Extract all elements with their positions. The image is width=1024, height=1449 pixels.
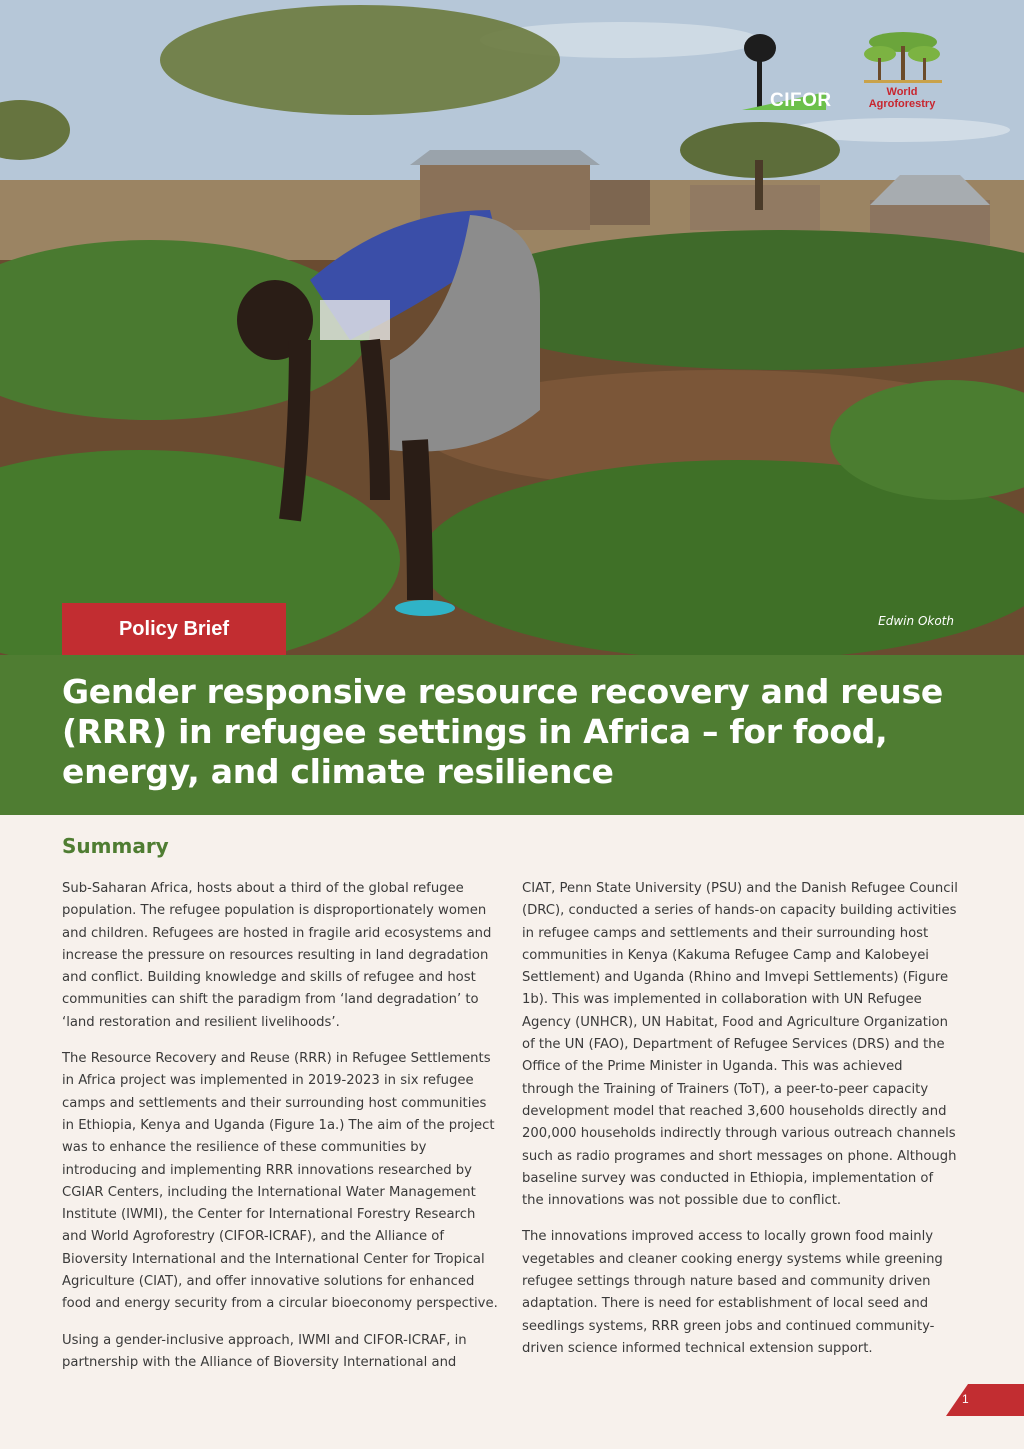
page-number: 1 <box>962 1392 969 1406</box>
summary-paragraph: CIAT, Penn State University (PSU) and the Danish Refugee Council (DRC), conducted a series of hands-on capacity building activities in refugee camps and settlements and their surrounding host communities in Kenya (Kakuma Refugee Camp and Kalobeyei Settlement) and Uganda (Rhino and Imvepi Settlements) (Figure 1b). This was implemented in collaboration with UN Refugee Agency (UNHCR), UN Habitat, Food and Agriculture Organization of the UN (FAO), Department of Refugee Services (DRS) and the Office of the Prime Minister in Uganda. This was achieved through the Training of Trainers (ToT), a peer-to-peer capacity development model that reached 3,600 households directly and 200,000 households indirectly through various outreach channels such as radio programes and short messages on phone. Although baseline survey was conducted in Ethiopia, implementation of the innovations was not possible due to conflict. <box>522 881 958 1209</box>
photo-credit: Edwin Okoth <box>878 614 954 628</box>
summary-right-column <box>522 878 958 1374</box>
summary-paragraph: The Resource Recovery and Reuse (RRR) in Refugee Settlements in Africa project was implemented in 2019-2023 in six refugee camps and settlements and their surrounding host communities in Ethiopia, Kenya and Uganda (Figure 1a.) The aim of the project was to enhance the resilience of these communities by introducing and implementing RRR innovations researched by CGIAR Centers, including the International Water Management Institute (IWMI), the Center for International Forestry Research and World Agroforestry (CIFOR-ICRAF), and the Alliance of Bioversity International and the International Center for Tropical Agriculture (CIAT), and offer innovative solutions for enhanced food and energy security from a circular bioeconomy perspective. <box>62 1051 498 1312</box>
summary-paragraph: The innovations improved access to locally grown food mainly vegetables and cleaner cooking energy systems while greening refugee settings through nature based and community driven adaptation. There is need for establishment of local seed and seedlings systems, RRR green jobs and continued community-driven science informed technical extension support. <box>522 1229 943 1356</box>
summary-heading: Summary <box>62 834 169 858</box>
summary-paragraph: Using a gender-inclusive approach, IWMI and CIFOR-ICRAF, in partnership with the Alliance of Bioversity International and <box>62 1332 467 1370</box>
world-agroforestry-logo-text: World Agroforestry <box>868 86 936 110</box>
page-title: Gender responsive resource recovery and reuse (RRR) in refugee settings in Africa – for food, energy, and climate resilience <box>62 672 943 791</box>
summary-paragraph: Sub-Saharan Africa, hosts about a third of the global refugee population. The refugee population is disproportionately women and children. Refugees are hosted in fragile arid ecosystems and increase the pressure on resources resulting in land degradation and conflict. Building knowledge and skills of refugee and host communities can shift the paradigm from ‘land degradation’ to ‘land restoration and resilient livelihoods’. <box>62 881 492 1030</box>
cifor-logo-text: CIFOR <box>770 90 832 111</box>
summary-left-column <box>62 878 498 1388</box>
policy-brief-badge: Policy Brief <box>62 603 286 655</box>
page-number-tab <box>946 1384 1024 1416</box>
